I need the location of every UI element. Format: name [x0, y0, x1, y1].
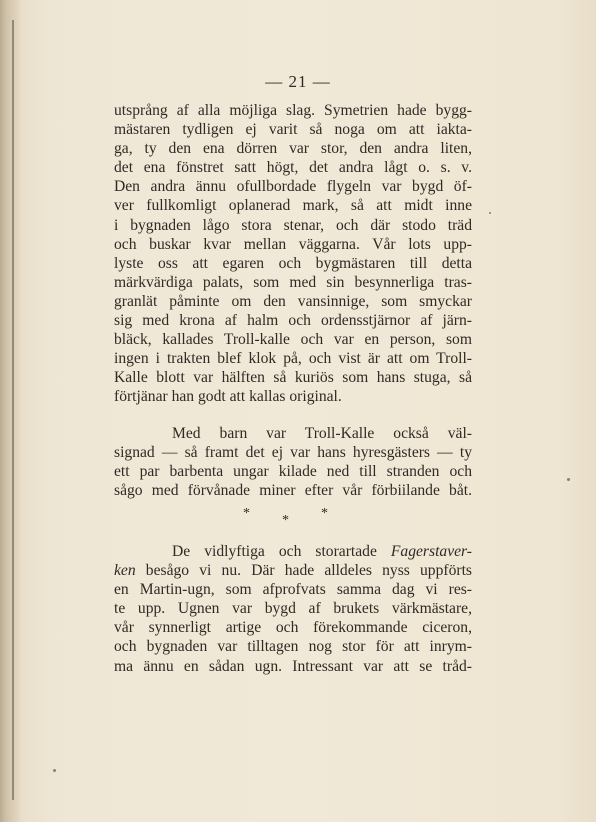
paragraph-3: [114, 542, 472, 676]
asterisk: *: [321, 506, 328, 521]
section-separator: [0, 506, 596, 530]
text-line: ver fullkomligt oplanerad mark, så att midt inne: [114, 197, 472, 215]
asterisk: *: [243, 506, 250, 521]
text-line: sågo med förvånade miner efter vår förbiilande båt.: [114, 482, 472, 500]
text-line: Kalle blott var hälften så kuriös som hans stuga, så: [114, 369, 472, 387]
text-line: signad — så framt det ej var hans hyresgästers — ty: [114, 444, 472, 462]
text-line: ingen i trakten blef klok på, och vist är att om Troll-: [114, 350, 472, 368]
text-line: Med barn var Troll-Kalle också väl-: [172, 425, 472, 442]
paragraph-2: [114, 424, 472, 500]
italic-text: Fagerstaver-: [390, 543, 472, 560]
text-line: te upp. Ugnen var bygd af brukets värkmästare,: [114, 600, 472, 618]
text-line: mästaren tydligen ej varit så noga om att iakta-: [114, 121, 472, 139]
text-line: det ena fönstret satt högt, det andra lågt o. s. v.: [114, 159, 472, 177]
text-line: ga, ty den ena dörren var stor, den andra liten,: [114, 140, 472, 158]
text-line: ma ännu en sådan ugn. Intressant var att se tråd-: [114, 657, 472, 675]
text-line: en Martin-ugn, som afprofvats samma dag vi res-: [114, 581, 472, 599]
text-line: [114, 542, 472, 561]
text-span: De vidlyftiga och storartade: [172, 543, 391, 560]
text-line: sig med krona af halm och ordensstjärnor af järn-: [114, 312, 472, 330]
text-line: i bygnaden lågo stora stenar, och där stodo träd: [114, 216, 472, 234]
text-line: förtjänar han godt att kallas original.: [114, 388, 342, 406]
book-spine-shadow: [0, 0, 22, 822]
text-line: ett par barbenta ungar kilade ned till stranden och: [114, 463, 472, 481]
page-number: — 21 —: [265, 72, 331, 91]
binding-edge-line: [12, 20, 14, 800]
text-line: bläck, kallades Troll-kalle och var en person, som: [114, 331, 472, 349]
text-line: märkvärdiga palats, som med sin besynnerliga tras-: [114, 273, 472, 291]
text-line: [114, 561, 472, 580]
italic-text: ken: [114, 562, 136, 580]
text-line: Den andra ännu ofullbordade flygeln var bygd öf-: [114, 178, 472, 196]
text-span: besågo vi nu. Där hade alldeles nyss uppförts: [135, 562, 472, 580]
text-line: vår synnerligt artige och förekommande ciceron,: [114, 619, 472, 637]
paper-speck: [567, 478, 570, 481]
paper-speck: [489, 212, 491, 214]
text-line: och bygnaden var tilltagen nog stor för att inrym-: [114, 638, 472, 656]
asterisk: *: [282, 513, 289, 528]
text-line: utsprång af alla möjliga slag. Symetrien hade bygg-: [114, 102, 472, 119]
paragraph-1: [114, 101, 472, 407]
text-line: och buskar kvar mellan väggarna. Vår lots upp-: [114, 235, 472, 253]
text-line: lyste oss att egaren och bygmästaren till detta: [114, 254, 472, 272]
text-line: granlät påminte om den vansinnige, som smyckar: [114, 292, 472, 310]
paper-speck: [53, 769, 56, 772]
